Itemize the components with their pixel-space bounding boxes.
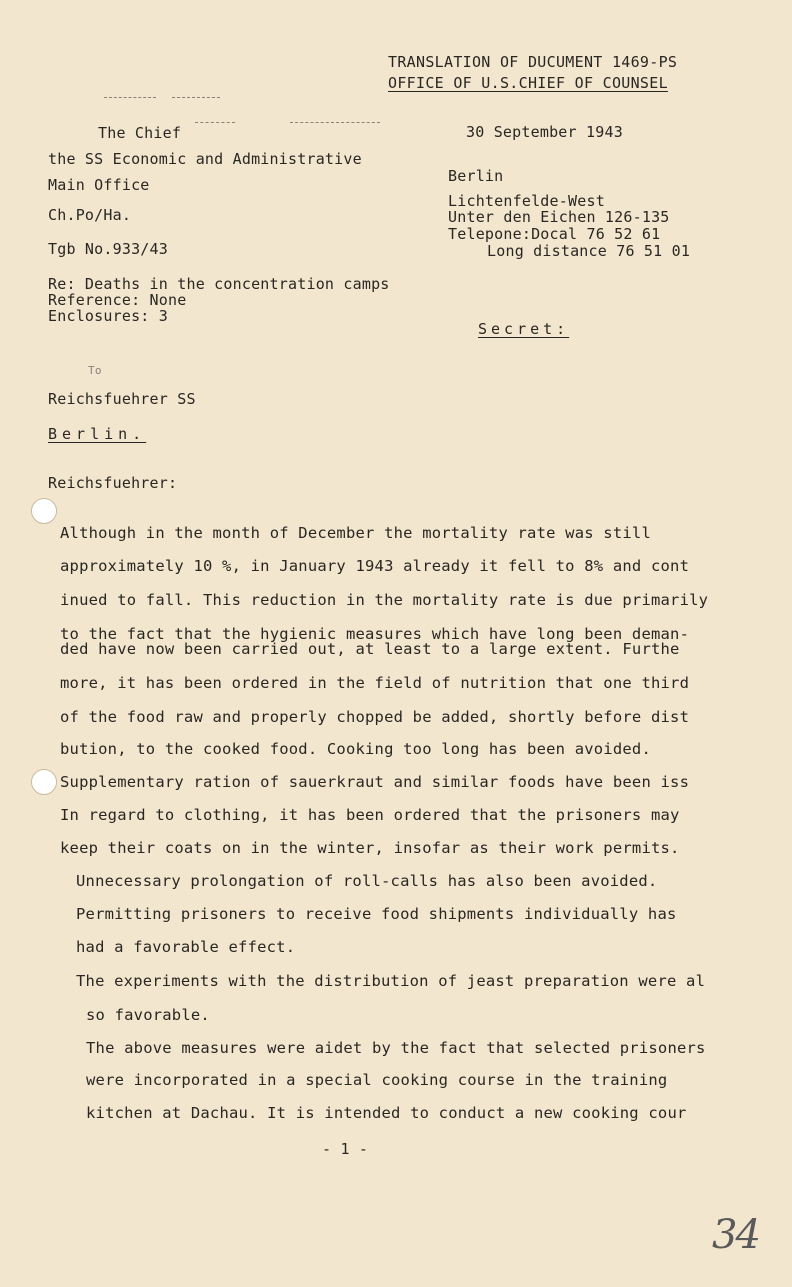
body-line: had a favorable effect. bbox=[76, 938, 296, 956]
punch-hole bbox=[31, 769, 57, 795]
sender-line-2: the SS Economic and Administrative bbox=[48, 150, 362, 168]
sender-ref-1: Ch.Po/Ha. bbox=[48, 206, 132, 224]
body-line: of the food raw and properly chopped be added, shortly before dist bbox=[60, 708, 690, 726]
body-line: ded have now been carried out, at least to a large extent. Furthe bbox=[60, 640, 680, 658]
reference-line: Reference: None bbox=[48, 291, 187, 309]
phone-local: Telepone:Docal 76 52 61 bbox=[448, 225, 661, 243]
body-line: were incorporated in a special cooking course in the training bbox=[86, 1071, 668, 1089]
body-line: keep their coats on in the winter, insofar as their work permits. bbox=[60, 839, 680, 857]
body-line: inued to fall. This reduction in the mortality rate is due primarily bbox=[60, 591, 709, 609]
page-number: - 1 - bbox=[322, 1140, 369, 1158]
body-line: to the fact that the hygienic measures which have long been deman- bbox=[60, 625, 690, 643]
body-line: approximately 10 %, in January 1943 already it fell to 8% and cont bbox=[60, 557, 690, 575]
body-line: The experiments with the distribution of jeast preparation were al bbox=[76, 972, 706, 990]
sender-line-3: Main Office bbox=[48, 176, 150, 194]
artifact-dash bbox=[195, 122, 235, 123]
handwritten-page-number: 34 bbox=[712, 1212, 759, 1258]
body-line: Unnecessary prolongation of roll-calls has also been avoided. bbox=[76, 872, 658, 890]
body-line: so favorable. bbox=[86, 1006, 210, 1024]
translation-title: TRANSLATION OF DUCUMENT 1469-PS bbox=[388, 53, 678, 71]
phone-long-distance: Long distance 76 51 01 bbox=[487, 242, 691, 260]
artifact-dash bbox=[104, 97, 156, 98]
salutation: Reichsfuehrer: bbox=[48, 474, 178, 492]
enclosures-line: Enclosures: 3 bbox=[48, 307, 168, 325]
body-line: Permitting prisoners to receive food shipments individually has bbox=[76, 905, 677, 923]
recipient-name: Reichsfuehrer SS bbox=[48, 390, 196, 408]
recipient-city: Berlin. bbox=[48, 425, 147, 443]
sender-line-1: The Chief bbox=[98, 124, 182, 142]
recipient-to: To bbox=[88, 364, 102, 377]
artifact-dash bbox=[172, 97, 220, 98]
classification-mark: Secret: bbox=[478, 320, 570, 338]
letter-date: 30 September 1943 bbox=[466, 123, 623, 141]
body-line: In regard to clothing, it has been ordered that the prisoners may bbox=[60, 806, 680, 824]
body-line: kitchen at Dachau. It is intended to conduct a new cooking cour bbox=[86, 1104, 687, 1122]
address-city: Berlin bbox=[448, 167, 504, 185]
sender-ref-2: Tgb No.933/43 bbox=[48, 240, 168, 258]
subject-line: Re: Deaths in the concentration camps bbox=[48, 275, 390, 293]
artifact-dash bbox=[290, 122, 380, 123]
body-line: Although in the month of December the mortality rate was still bbox=[60, 524, 651, 542]
body-line: Supplementary ration of sauerkraut and similar foods have been iss bbox=[60, 773, 690, 791]
body-line: more, it has been ordered in the field of nutrition that one third bbox=[60, 674, 690, 692]
body-line: bution, to the cooked food. Cooking too long has been avoided. bbox=[60, 740, 651, 758]
office-title: OFFICE OF U.S.CHIEF OF COUNSEL bbox=[388, 74, 668, 92]
punch-hole bbox=[31, 498, 57, 524]
body-line: The above measures were aidet by the fact that selected prisoners bbox=[86, 1039, 706, 1057]
address-district: Lichtenfelde-West bbox=[448, 192, 605, 210]
address-street: Unter den Eichen 126-135 bbox=[448, 208, 670, 226]
